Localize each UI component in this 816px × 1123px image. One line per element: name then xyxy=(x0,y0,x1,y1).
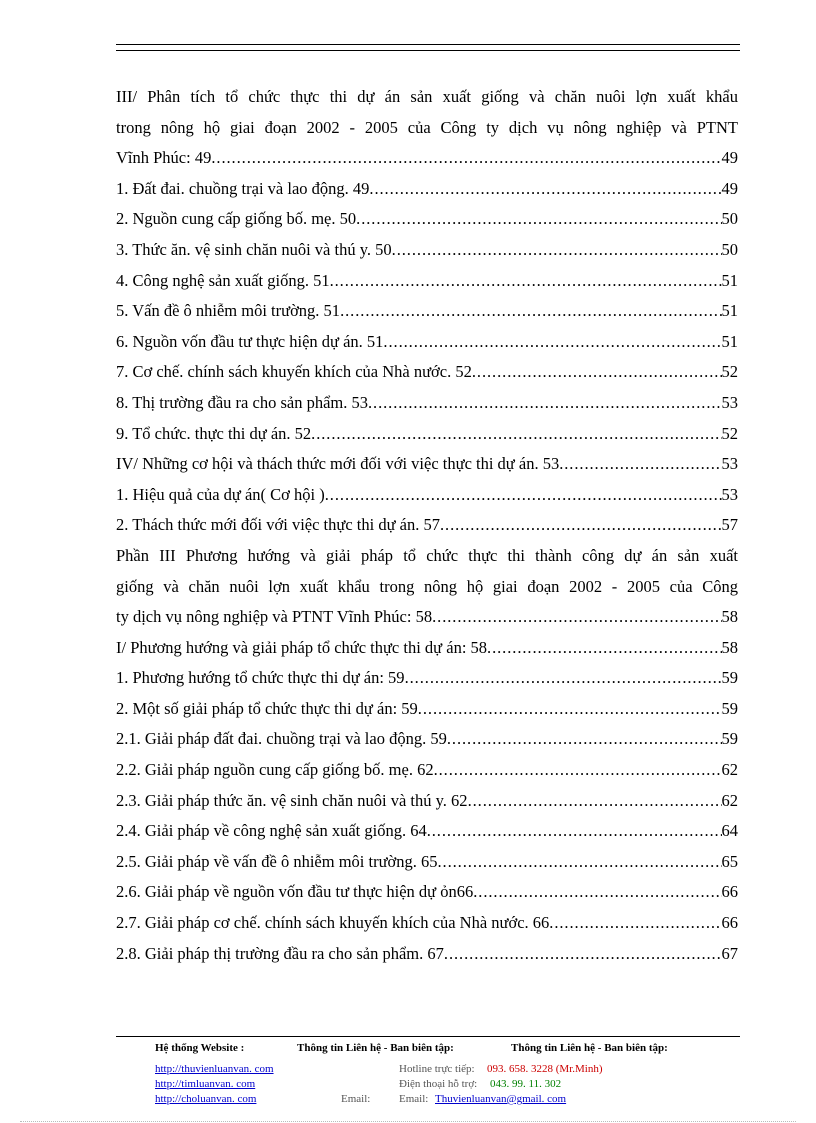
toc-leader-dots xyxy=(418,694,722,725)
toc-page-number: 62 xyxy=(721,790,738,810)
toc-entry-text: IV/ Những cơ hội và thách thức mới đối với việc thực thi dự án. 53 xyxy=(116,454,560,474)
toc-heading-line: trong nông hộ giai đoạn 2002 - 2005 của Công ty dịch vụ nông nghiệp và PTNT xyxy=(116,117,738,137)
toc-entry xyxy=(116,296,738,327)
toc-entry-text: 3. Thức ăn. vệ sinh chăn nuôi và thú y. 50 xyxy=(116,239,392,259)
toc-page-number: 49 xyxy=(721,178,738,198)
toc-page-number: 49 xyxy=(721,148,738,168)
toc-entry xyxy=(116,510,738,541)
footer-link-choluanvan[interactable]: http://choluanvan. com xyxy=(155,1093,257,1105)
toc-page-number: 51 xyxy=(721,331,738,351)
toc-entry xyxy=(116,419,738,450)
toc-leader-dots xyxy=(211,143,721,174)
toc-leader-dots xyxy=(487,633,721,664)
toc-page-number: 64 xyxy=(721,821,738,841)
toc-leader-dots xyxy=(405,663,722,694)
footer-phone-value: 043. 99. 11. 302 xyxy=(490,1078,562,1090)
toc-entry-text: 2.6. Giải pháp về nguồn vốn đầu tư thực hiện dự ỏn66 xyxy=(116,882,474,902)
toc-page-number: 51 xyxy=(721,270,738,290)
toc-entry-text: 6. Nguồn vốn đầu tư thực hiện dự án. 51 xyxy=(116,331,384,351)
toc-entry-text: 2.2. Giải pháp nguồn cung cấp giống bố. mẹ. 62 xyxy=(116,760,434,780)
footer-email-value[interactable]: Thuvienluanvan@gmail. com xyxy=(435,1093,567,1105)
footer-websites-title: Hệ thống Website : xyxy=(155,1042,245,1054)
toc-entry-text: 9. Tổ chức. thực thi dự án. 52 xyxy=(116,423,312,443)
toc-entry xyxy=(116,174,738,205)
toc-leader-dots xyxy=(432,602,721,633)
footer-phone-label: Điện thoại hỗ trợ: xyxy=(399,1078,478,1090)
toc-entry-text: 8. Thị trường đầu ra cho sản phẩm. 53 xyxy=(116,392,368,412)
toc-entry xyxy=(116,266,738,297)
toc-leader-dots xyxy=(437,847,721,878)
toc-leader-dots xyxy=(434,755,722,786)
toc-entry xyxy=(116,143,738,174)
toc-entry-text: 2. Thách thức mới đối với việc thực thi dự án. 57 xyxy=(116,515,440,535)
toc-entry-text: 1. Hiệu quả của dự án( Cơ hội ) xyxy=(116,484,325,504)
footer-contact-title-2: Thông tin Liên hệ - Ban biên tập: xyxy=(511,1042,668,1054)
toc-page-number: 58 xyxy=(721,607,738,627)
toc-entry xyxy=(116,357,738,388)
toc-entry xyxy=(116,327,738,358)
toc-entry-text: 4. Công nghệ sản xuất giống. 51 xyxy=(116,270,330,290)
toc-page-number: 57 xyxy=(721,515,738,535)
toc-entry xyxy=(116,235,738,266)
toc-page-number: 53 xyxy=(721,454,738,474)
toc-leader-dots xyxy=(383,327,721,358)
toc-leader-dots xyxy=(392,235,722,266)
toc-entry xyxy=(116,633,738,664)
toc-leader-dots xyxy=(368,388,722,419)
toc-leader-dots xyxy=(440,510,722,541)
toc-page-number: 52 xyxy=(721,423,738,443)
page-bottom-border xyxy=(20,1121,796,1122)
toc-entry-text: 7. Cơ chế. chính sách khuyến khích của Nhà nước. 52 xyxy=(116,362,472,382)
toc-entry-text: 2.3. Giải pháp thức ăn. vệ sinh chăn nuôi và thú y. 62 xyxy=(116,790,468,810)
toc-entry-text: 5. Vấn đề ô nhiễm môi trường. 51 xyxy=(116,301,341,321)
toc-leader-dots xyxy=(325,480,722,511)
toc-page-number: 66 xyxy=(721,913,738,933)
toc-leader-dots xyxy=(369,174,721,205)
footer-rule xyxy=(116,1036,740,1037)
toc-entry xyxy=(116,204,738,235)
toc-page-number: 59 xyxy=(721,668,738,688)
toc-leader-dots xyxy=(549,908,721,939)
toc-page-number: 59 xyxy=(721,729,738,749)
footer-email-label-left: Email: xyxy=(341,1093,371,1105)
toc-page-number: 59 xyxy=(721,698,738,718)
toc-entry-text: 2. Một số giải pháp tổ chức thực thi dự án: 59 xyxy=(116,698,418,718)
toc-leader-dots xyxy=(330,266,722,297)
toc-entry-text: 2.1. Giải pháp đất đai. chuồng trại và lao động. 59 xyxy=(116,729,447,749)
footer-link-thuvienluanvan[interactable]: http://thuvienluanvan. com xyxy=(155,1063,274,1075)
toc-page-number: 66 xyxy=(721,882,738,902)
toc-entry xyxy=(116,908,738,939)
toc-page-number: 53 xyxy=(721,484,738,504)
toc-entry-text: ty dịch vụ nông nghiệp và PTNT Vĩnh Phúc: 58 xyxy=(116,607,433,627)
toc-page-number: 62 xyxy=(721,760,738,780)
toc-page-number: 50 xyxy=(721,209,738,229)
toc-page-number: 65 xyxy=(721,851,738,871)
toc-leader-dots xyxy=(444,939,722,970)
footer-hotline-label: Hotline trực tiếp: xyxy=(399,1063,475,1075)
footer-link-timluanvan[interactable]: http://timluanvan. com xyxy=(155,1078,256,1090)
toc-leader-dots xyxy=(311,419,721,450)
toc-entry xyxy=(116,663,738,694)
toc-entry xyxy=(116,694,738,725)
toc-page-number: 53 xyxy=(721,392,738,412)
toc-entry-text: Vĩnh Phúc: 49 xyxy=(116,148,212,168)
toc-leader-dots xyxy=(473,877,721,908)
toc-entry-text: 2. Nguồn cung cấp giống bố. mẹ. 50 xyxy=(116,209,357,229)
toc-entry-text: 2.8. Giải pháp thị trường đầu ra cho sản phẩm. 67 xyxy=(116,943,444,963)
toc-leader-dots xyxy=(559,449,721,480)
toc-entry-text: 1. Đất đai. chuồng trại và lao động. 49 xyxy=(116,178,370,198)
footer-hotline-value: 093. 658. 3228 (Mr.Minh) xyxy=(487,1063,603,1075)
toc-leader-dots xyxy=(468,786,722,817)
toc-entry xyxy=(116,480,738,511)
toc-entry xyxy=(116,388,738,419)
toc-entry xyxy=(116,786,738,817)
toc-leader-dots xyxy=(472,357,722,388)
toc-entry-text: 1. Phương hướng tổ chức thực thi dự án: 59 xyxy=(116,668,405,688)
toc-entry xyxy=(116,877,738,908)
toc-entry-text: 2.7. Giải pháp cơ chế. chính sách khuyến khích của Nhà nước. 66 xyxy=(116,913,550,933)
footer-email-label: Email: xyxy=(399,1093,429,1105)
toc-page-number: 67 xyxy=(721,943,738,963)
toc-entry xyxy=(116,939,738,970)
toc-page-number: 58 xyxy=(721,637,738,657)
toc-entry-text: 2.5. Giải pháp về vấn đề ô nhiễm môi trường. 65 xyxy=(116,851,438,871)
toc-page-number: 50 xyxy=(721,239,738,259)
toc-entry xyxy=(116,449,738,480)
toc-heading-line: Phần III Phương hướng và giải pháp tổ chức thực thi thành công dự án sản xuất xyxy=(116,545,738,565)
toc-page-number: 52 xyxy=(721,362,738,382)
toc-entry xyxy=(116,602,738,633)
footer-contact-title: Thông tin Liên hệ - Ban biên tập: xyxy=(297,1042,454,1054)
table-of-contents xyxy=(116,82,738,969)
toc-entry-text: 2.4. Giải pháp về công nghệ sản xuất giống. 64 xyxy=(116,821,427,841)
toc-entry xyxy=(116,847,738,878)
toc-page-number: 51 xyxy=(721,301,738,321)
toc-leader-dots xyxy=(356,204,721,235)
toc-entry xyxy=(116,816,738,847)
toc-heading-line: III/ Phân tích tổ chức thực thi dự án sản xuất giống và chăn nuôi lợn xuất khẩu xyxy=(116,87,738,106)
toc-leader-dots xyxy=(427,816,722,847)
toc-entry xyxy=(116,755,738,786)
toc-entry-text: I/ Phương hướng và giải pháp tổ chức thực thi dự án: 58 xyxy=(116,637,488,657)
toc-heading-line: giống và chăn nuôi lợn xuất khẩu trong nông hộ giai đoạn 2002 - 2005 của Công xyxy=(116,576,738,596)
toc-entry xyxy=(116,724,738,755)
header-double-rule xyxy=(116,44,740,51)
toc-leader-dots xyxy=(447,724,722,755)
toc-leader-dots xyxy=(340,296,721,327)
